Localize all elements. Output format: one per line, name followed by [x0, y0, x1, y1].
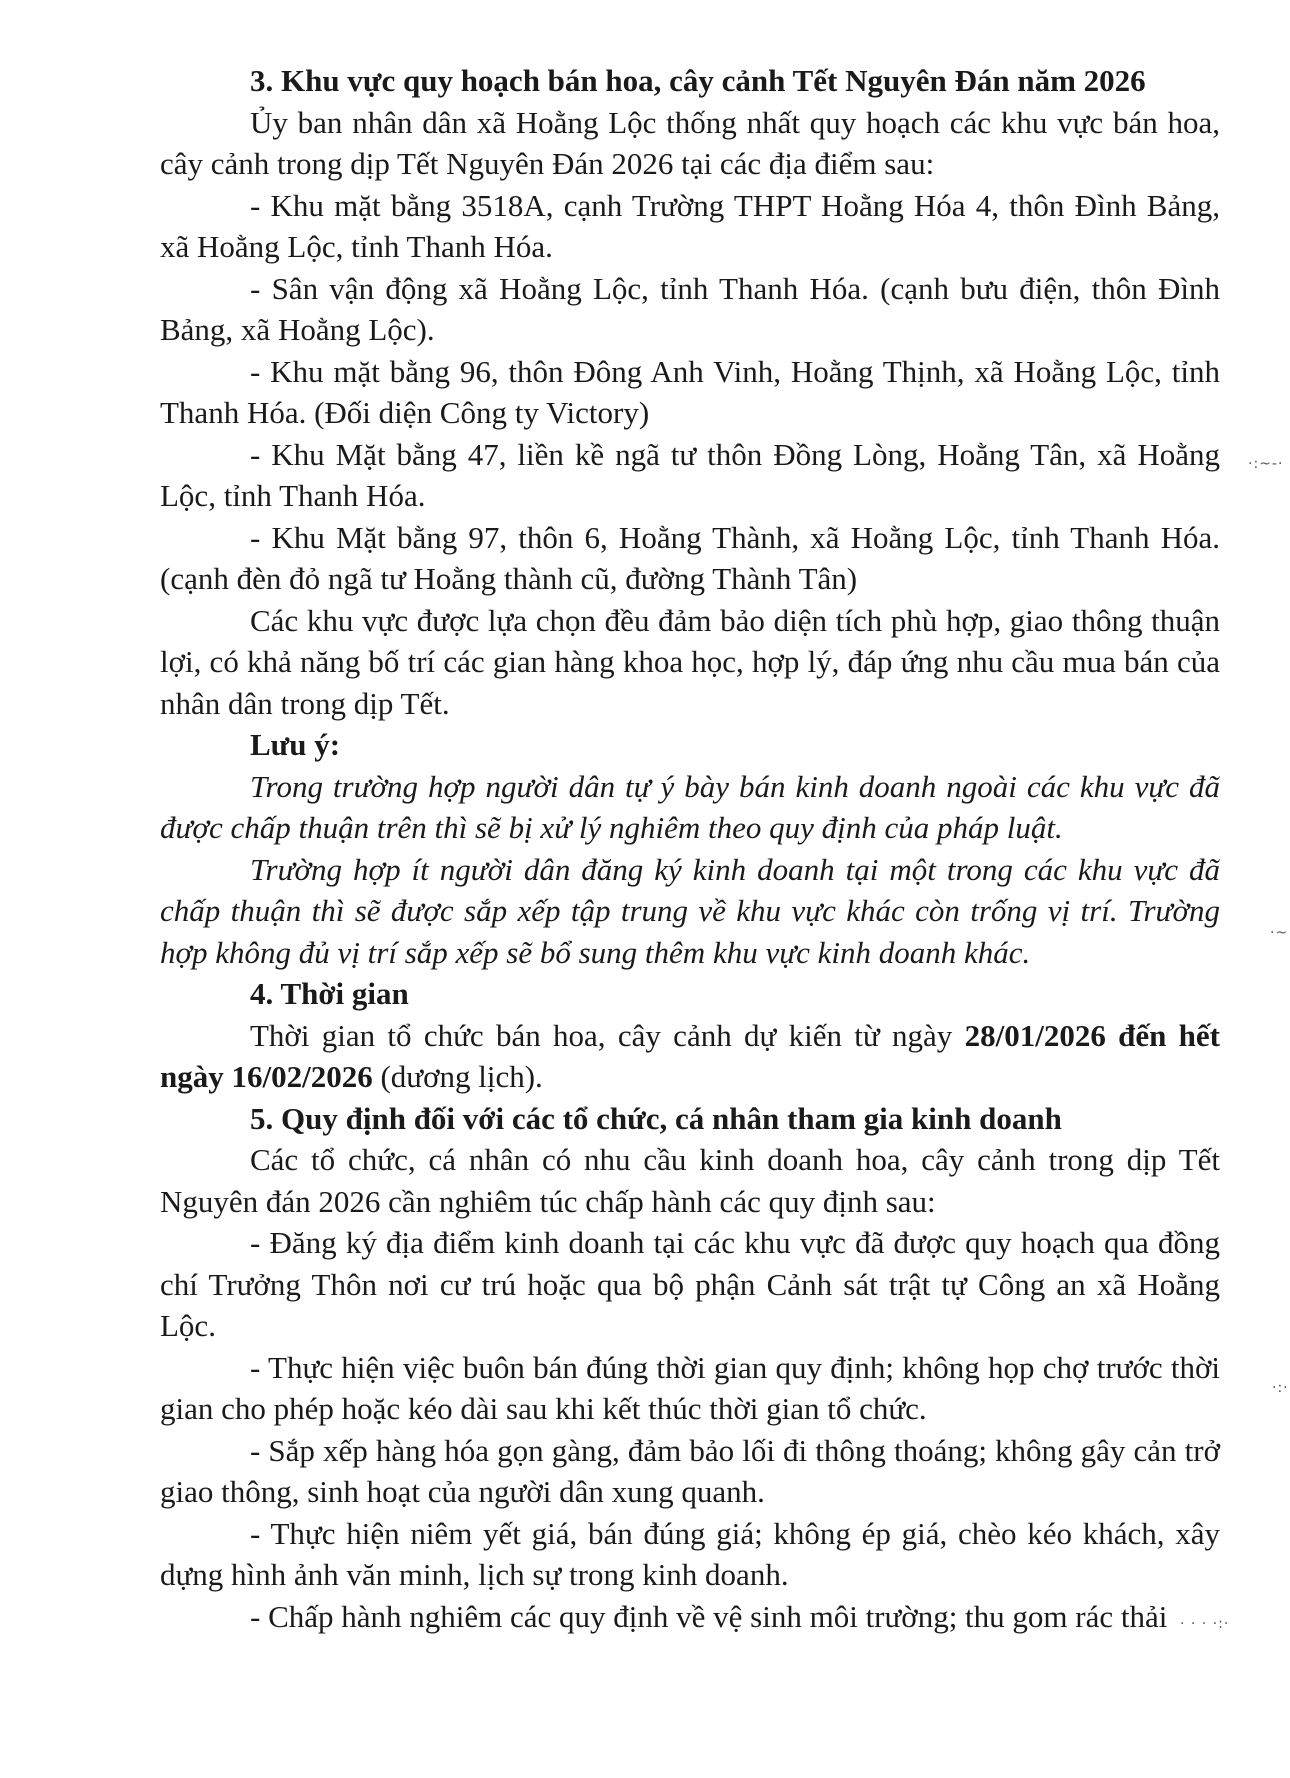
- section-5-intro: Các tổ chức, cá nhân có nhu cầu kinh doanh hoa, cây cảnh trong dịp Tết Nguyên đán 2026 cần nghiêm túc chấp hành các quy định sau:: [160, 1142, 1220, 1219]
- scan-speck: ·:~-·: [1248, 456, 1284, 472]
- location-item: - Khu Mặt bằng 47, liền kề ngã tư thôn Đồng Lòng, Hoằng Tân, xã Hoằng Lộc, tỉnh Thanh Hóa.: [160, 436, 1220, 513]
- section-4-text: [160, 1015, 1220, 1098]
- scan-speck: ·:·: [1272, 1380, 1289, 1396]
- rule-item: - Đăng ký địa điểm kinh doanh tại các khu vực đã được quy hoạch qua đồng chí Trưởng Thôn nơi cư trú hoặc qua bộ phận Cảnh sát trật tự Công an xã Hoằng Lộc.: [160, 1225, 1220, 1343]
- section-3-intro: Ủy ban nhân dân xã Hoằng Lộc thống nhất quy hoạch các khu vực bán hoa, cây cảnh trong dịp Tết Nguyên Đán 2026 tại các địa điểm sau:: [160, 104, 1220, 181]
- scan-speck: · · · ·:·: [1180, 1616, 1230, 1632]
- time-text-after: (dương lịch).: [372, 1059, 543, 1094]
- time-text-before: Thời gian tổ chức bán hoa, cây cảnh dự kiến từ ngày: [250, 1017, 965, 1053]
- location-item: - Sân vận động xã Hoằng Lộc, tỉnh Thanh Hóa. (cạnh bưu điện, thôn Đình Bảng, xã Hoằng Lộc).: [160, 270, 1220, 347]
- time-range: 28/01/2026 đến hết ngày 16/02/2026: [160, 1017, 1220, 1094]
- note-label: Lưu ý:: [250, 727, 341, 762]
- rule-item: - Sắp xếp hàng hóa gọn gàng, đảm bảo lối đi thông thoáng; không gây cản trở giao thông, sinh hoạt của người dân xung quanh.: [160, 1432, 1220, 1509]
- location-item: - Khu mặt bằng 96, thôn Đông Anh Vinh, Hoằng Thịnh, xã Hoằng Lộc, tỉnh Thanh Hóa. (Đối diện Công ty Victory): [160, 353, 1220, 430]
- note-item: Trong trường hợp người dân tự ý bày bán kinh doanh ngoài các khu vực đã được chấp thuận trên thì sẽ bị xử lý nghiêm theo quy định của pháp luật.: [160, 768, 1220, 845]
- rule-item: - Thực hiện việc buôn bán đúng thời gian quy định; không họp chợ trước thời gian cho phép hoặc kéo dài sau khi kết thúc thời gian tổ chức.: [160, 1349, 1220, 1426]
- section-3-summary: Các khu vực được lựa chọn đều đảm bảo diện tích phù hợp, giao thông thuận lợi, có khả năng bố trí các gian hàng khoa học, hợp lý, đáp ứng nhu cầu mua bán của nhân dân trong dịp Tết.: [160, 602, 1220, 721]
- section-4-heading: 4. Thời gian: [250, 976, 409, 1011]
- note-item: Trường hợp ít người dân đăng ký kinh doanh tại một trong các khu vực đã chấp thuận thì sẽ được sắp xếp tập trung về khu vực khác còn trống vị trí. Trường hợp không đủ vị trí sắp xếp sẽ bổ sung thêm khu vực kinh doanh khác.: [160, 851, 1220, 970]
- section-3-heading: 3. Khu vực quy hoạch bán hoa, cây cảnh Tết Nguyên Đán năm 2026: [250, 63, 1146, 98]
- rule-item: - Thực hiện niêm yết giá, bán đúng giá; không ép giá, chèo kéo khách, xây dựng hình ảnh văn minh, lịch sự trong kinh doanh.: [160, 1515, 1220, 1592]
- rule-item: - Chấp hành nghiêm các quy định về vệ sinh môi trường; thu gom rác thải: [250, 1598, 1168, 1634]
- document-page: [160, 60, 1220, 1637]
- location-item: - Khu mặt bằng 3518A, cạnh Trường THPT Hoằng Hóa 4, thôn Đình Bảng, xã Hoằng Lộc, tỉnh Thanh Hóa.: [160, 187, 1220, 264]
- section-5-heading: 5. Quy định đối với các tổ chức, cá nhân tham gia kinh doanh: [250, 1100, 1062, 1136]
- location-item: - Khu Mặt bằng 97, thôn 6, Hoằng Thành, xã Hoằng Lộc, tỉnh Thanh Hóa. (cạnh đèn đỏ ngã tư Hoằng thành cũ, đường Thành Tân): [160, 519, 1220, 596]
- scan-speck: ·~: [1270, 925, 1289, 941]
